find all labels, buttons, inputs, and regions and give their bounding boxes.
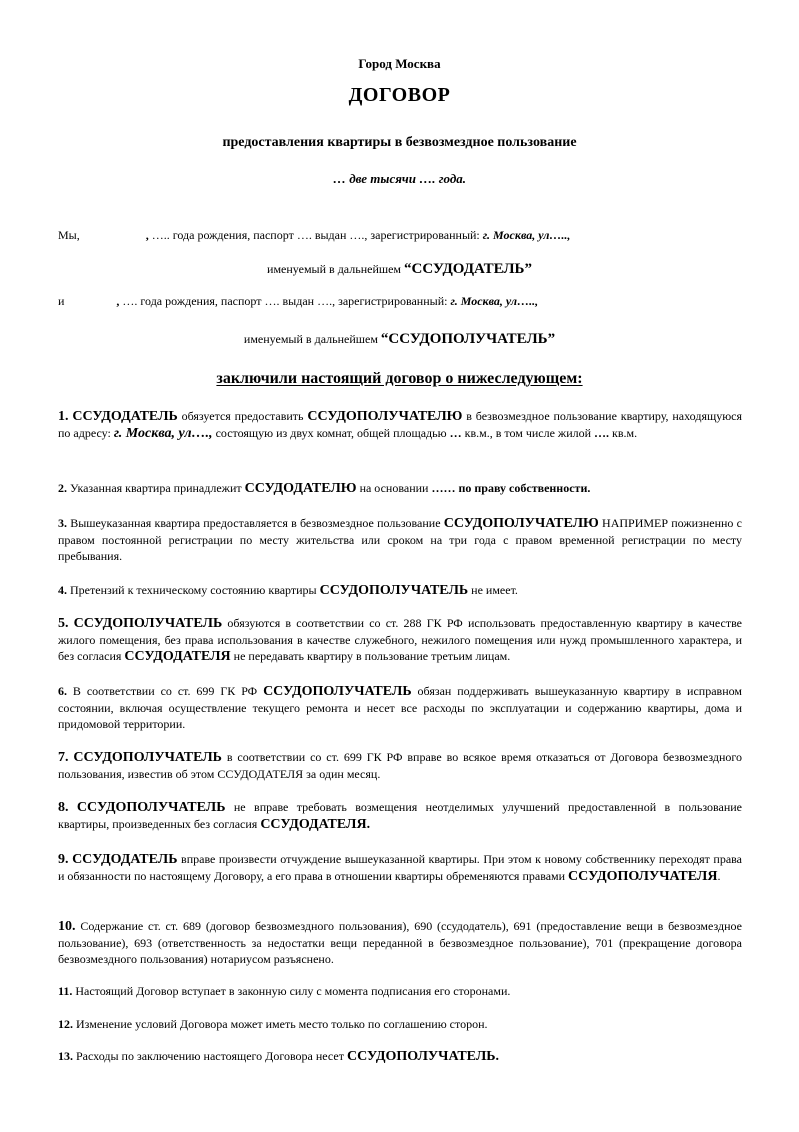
clause-number: 3. [58, 516, 67, 530]
role-lender: ССУДОДАТЕЛЯ. [260, 817, 371, 832]
role-borrower: ССУДОПОЛУЧАТЕЛЬ [73, 750, 222, 765]
borrower-and: и [58, 294, 65, 308]
role-borrower: ССУДОПОЛУЧАТЕЛЬ [76, 800, 226, 815]
document-subtitle: предоставления квартиры в безвозмездное пользование [222, 135, 577, 150]
lender-role: “ССУДОДАТЕЛЬ” [404, 261, 532, 277]
clause-number: 12. [58, 1017, 73, 1031]
clause-2 [58, 480, 742, 497]
clause-8 [58, 799, 742, 833]
borrower-role: “ССУДОПОЛУЧАТЕЛЬ” [380, 331, 556, 347]
clause-number: 13. [58, 1049, 73, 1063]
clause-text: обязан поддерживать вышеуказанную квартиру в исправном состоянии, включая осуществление текущего ремонта и несет все расходы по эксплуатации и содержанию квартиры, дома и придомовой территории. [58, 684, 742, 731]
clause-number: 5. [58, 616, 69, 631]
city-heading: Город Москва [358, 56, 441, 71]
role-borrower: ССУДОПОЛУЧАТЕЛЮ [307, 409, 463, 424]
borrower-named-line [0, 331, 799, 348]
clause-text: НАПРИМЕР пожизненно с правом постоянной регистрации по месту жительства или сроком на три года с правом временной регистрации по месту пребывания. [58, 516, 742, 563]
clause-number: 10. [58, 919, 76, 934]
clause-number: 4. [58, 583, 67, 597]
borrower-details: …. года рождения, паспорт …. выдан …., зарегистрированный: [119, 294, 451, 308]
clause-number: 2. [58, 481, 67, 495]
clause-text: Настоящий Договор вступает в законную силу с момента подписания его сторонами. [72, 984, 511, 998]
clause-6 [58, 683, 742, 732]
clause-text: кв.м. [609, 426, 638, 440]
clause-text: Претензий к техническому состоянию квартиры [67, 583, 320, 597]
lender-named-line [0, 261, 799, 278]
lender-we: Мы, [58, 228, 80, 242]
lender-named-prefix: именуемый в дальнейшем [267, 262, 405, 276]
clause-text: не вправе требовать возмещения неотделимых улучшений предоставленной в пользование квартиры, произведенных без согласия [58, 800, 743, 831]
role-borrower: ССУДОПОЛУЧАТЕЛЯ [568, 869, 718, 884]
clause-text: обязуется предоставить [177, 409, 308, 423]
agreed-heading: заключили настоящий договор о нижеследующем: [216, 370, 583, 387]
document-date: … две тысячи …. года. [332, 171, 467, 186]
lender-details: ….. года рождения, паспорт …. выдан …., зарегистрированный: [148, 228, 483, 242]
clause-4 [58, 582, 742, 599]
living-area-blank: …. [594, 426, 610, 440]
borrower-address: г. Москва, ул….., [450, 294, 539, 308]
role-lender: ССУДОДАТЕЛЯ [124, 649, 231, 664]
clause-text: вправе произвести отчуждение вышеуказанной квартиры. При этом к новому собственнику переходят права и обязанности по настоящему Договору, а его права в отношении квартиры обременяются правами [58, 852, 742, 883]
apartment-address: г. Москва, ул…., [113, 426, 213, 441]
clause-text: Вышеуказанная квартира предоставляется в безвозмездное пользование [67, 516, 444, 530]
clause-number: 1. [58, 409, 69, 424]
clause-13 [58, 1048, 742, 1065]
clause-7 [58, 749, 742, 782]
lender-comma: , [145, 228, 149, 242]
lender-address: г. Москва, ул….., [482, 228, 571, 242]
clause-text: на основании [356, 481, 432, 495]
borrower-comma: , [116, 294, 120, 308]
clause-1 [58, 408, 742, 442]
ownership-basis: …… по праву собственности. [431, 481, 591, 495]
clause-text: не имеет. [468, 583, 518, 597]
role-lender: ССУДОДАТЕЛЮ [244, 481, 357, 496]
clause-10 [58, 918, 742, 967]
clause-3 [58, 515, 742, 564]
clause-text: в соответствии со ст. 699 ГК РФ вправе во всякое время отказаться от Договора безвозмездного пользования, известив об этом ССУДОДАТЕЛЯ за один месяц. [58, 750, 742, 781]
total-area-blank: … [449, 426, 462, 440]
clause-text: В соответствии со ст. 699 ГК РФ [67, 684, 264, 698]
lender-line [58, 228, 570, 243]
borrower-line [58, 294, 538, 309]
clause-text: состоящую из двух комнат, общей площадью [212, 426, 450, 440]
clause-text: Содержание ст. ст. 689 (договор безвозмездного пользования), 690 (ссудодатель), 691 (предоставление вещи в безвозмездное пользование), 693 (ответственность за недостатки вещи переданной в безвозмездное пользование), 701 (прекращение договора безвозмездного пользования) нотариусом разъяснено. [58, 919, 742, 966]
clause-number: 6. [58, 684, 67, 698]
clause-text: Расходы по заключению настоящего Договора несет [73, 1049, 347, 1063]
clause-number: 8. [58, 800, 69, 815]
clause-text: Изменение условий Договора может иметь место только по соглашению сторон. [73, 1017, 488, 1031]
clause-11 [58, 983, 742, 999]
clause-text: кв.м., в том числе жилой [461, 426, 595, 440]
role-borrower: ССУДОПОЛУЧАТЕЛЬ [263, 684, 412, 699]
clause-text: . [717, 869, 721, 883]
clause-number: 11. [58, 984, 73, 998]
role-borrower: ССУДОПОЛУЧАТЕЛЬ [73, 616, 223, 631]
clause-text: не передавать квартиру в пользование третьим лицам. [230, 649, 511, 663]
role-lender: ССУДОДАТЕЛЬ [72, 409, 178, 424]
borrower-named-prefix: именуемый в дальнейшем [243, 332, 381, 346]
clause-text: Указанная квартира принадлежит [67, 481, 245, 495]
clause-12 [58, 1016, 742, 1032]
role-lender: ССУДОДАТЕЛЬ [72, 852, 178, 867]
clause-number: 9. [58, 852, 69, 867]
document-title: ДОГОВОР [348, 84, 451, 106]
clause-number: 7. [58, 750, 69, 765]
clause-5 [58, 615, 742, 665]
clause-9 [58, 851, 742, 885]
role-borrower: ССУДОПОЛУЧАТЕЛЮ [443, 516, 599, 531]
role-borrower: ССУДОПОЛУЧАТЕЛЬ. [346, 1049, 500, 1064]
role-borrower: ССУДОПОЛУЧАТЕЛЬ [319, 583, 469, 598]
clause-text: обязуются в соответствии со ст. 288 ГК РФ использовать предоставленную квартиру в качестве жилого помещения, без права использования в качестве служебного, нежилого помещения или нужд промышленного характера, и без согласия [58, 616, 742, 663]
clause-text: в безвозмездное пользование квартиру, находящуюся по адресу: [58, 409, 743, 440]
